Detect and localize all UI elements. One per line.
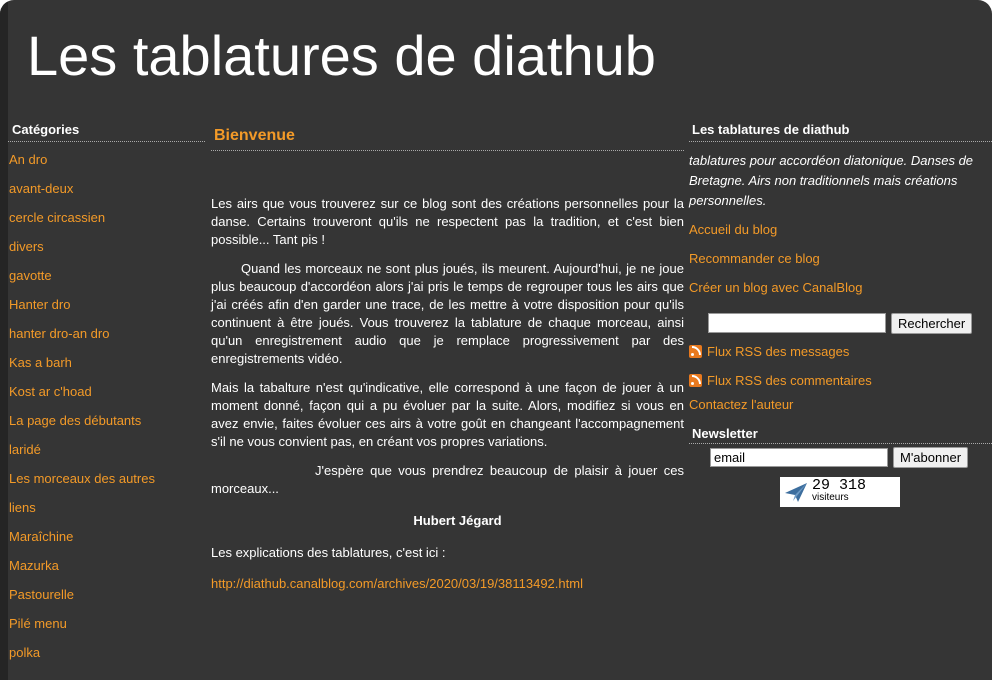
category-item bbox=[8, 469, 205, 498]
contact-author-link[interactable]: Contactez l'auteur bbox=[689, 397, 794, 412]
post-explain-text: Les explications des tablatures, c'est ici : bbox=[211, 545, 446, 560]
counter-text bbox=[812, 477, 867, 504]
category-item bbox=[8, 179, 205, 208]
create-blog-link[interactable]: Créer un blog avec CanalBlog bbox=[689, 280, 863, 295]
category-item bbox=[8, 208, 205, 237]
category-link[interactable]: Kas a barh bbox=[9, 355, 72, 370]
category-item bbox=[8, 266, 205, 295]
categories-sidebar bbox=[8, 122, 205, 672]
left-border-strip bbox=[0, 0, 8, 680]
tablature-explanation-link[interactable]: http://diathub.canalblog.com/archives/2020/03/19/38113492.html bbox=[211, 576, 583, 591]
subscribe-button[interactable]: M'abonner bbox=[893, 447, 968, 468]
search-form bbox=[708, 309, 992, 337]
category-link[interactable]: polka bbox=[9, 645, 41, 660]
category-link[interactable]: cercle circassien bbox=[9, 210, 106, 225]
category-item bbox=[8, 353, 205, 382]
rss-messages-link[interactable]: Flux RSS des messages bbox=[707, 344, 850, 359]
category-item bbox=[8, 440, 205, 469]
category-link[interactable]: liens bbox=[9, 500, 36, 515]
search-input[interactable] bbox=[708, 313, 886, 333]
post-body bbox=[211, 195, 684, 593]
visitor-label: visiteurs bbox=[812, 492, 849, 503]
category-link[interactable]: Maraîchine bbox=[9, 529, 74, 544]
rss-messages-row bbox=[689, 337, 992, 366]
site-title[interactable]: Les tablatures de diathub bbox=[27, 24, 656, 87]
blog-links bbox=[689, 220, 992, 307]
category-link[interactable]: An dro bbox=[9, 152, 48, 167]
post-paragraph: Les airs que vous trouverez sur ce blog sont des créations personnelles pour la danse. Certains trouveront qu'ils ne respectent pas la tradition, et c'est bien possible... Tant pis ! bbox=[211, 196, 684, 247]
category-link[interactable]: Pilé menu bbox=[9, 616, 67, 631]
category-link[interactable]: avant-deux bbox=[9, 181, 74, 196]
post-paragraph: J'espère que vous prendrez beaucoup de plaisir à jouer ces morceaux... bbox=[211, 463, 684, 496]
post-title[interactable]: Bienvenue bbox=[211, 126, 684, 151]
newsletter-form bbox=[710, 447, 992, 468]
search-button[interactable]: Rechercher bbox=[891, 313, 972, 334]
category-list bbox=[8, 150, 205, 672]
category-item bbox=[8, 150, 205, 179]
rss-icon bbox=[689, 374, 702, 387]
category-link[interactable]: gavotte bbox=[9, 268, 52, 283]
visitor-count: 29 318 bbox=[812, 477, 867, 494]
category-item bbox=[8, 585, 205, 614]
recommend-link[interactable]: Recommander ce blog bbox=[689, 251, 820, 266]
category-item bbox=[8, 556, 205, 585]
rss-comments-link[interactable]: Flux RSS des commentaires bbox=[707, 373, 872, 388]
category-item bbox=[8, 324, 205, 353]
category-link[interactable]: Les morceaux des autres bbox=[9, 471, 155, 486]
category-item bbox=[8, 498, 205, 527]
category-item bbox=[8, 237, 205, 266]
category-item bbox=[8, 382, 205, 411]
visitor-counter[interactable] bbox=[780, 477, 900, 507]
home-link[interactable]: Accueil du blog bbox=[689, 222, 778, 237]
categories-heading: Catégories bbox=[8, 122, 205, 142]
blog-description: tablatures pour accordéon diatonique. Danses de Bretagne. Airs non traditionnels mais créations personnelles. bbox=[689, 153, 974, 208]
post-paragraph: Mais la tabalture n'est qu'indicative, elle correspond à une façon de jouer à un moment donné, façon qui a pu évoluer par la suite. Alors, modifiez si vous en avez envie, faites évoluer ces airs à votre goût en changeant l'accompagnement s'il ne vous convient pas, en créant vos propres variations. bbox=[211, 380, 684, 449]
newsletter-email-input[interactable] bbox=[710, 448, 888, 467]
blog-heading: Les tablatures de diathub bbox=[689, 122, 992, 142]
post-paragraph: Quand les morceaux ne sont plus joués, ils meurent. Aujourd'hui, je ne joue plus beaucoup d'accordéon alors j'ai pris le temps de regrouper tous les airs que j'ai créés afin d'en garder une trace, de les mettre à votre disposition pour qu'ils continuent à être joués. Vous trouverez la tablature de chaque morceau, ainsi qu'un enregistrement audio que je remplace progressivement par des enregistrements vidéo. bbox=[211, 261, 684, 366]
category-link[interactable]: Kost ar c'hoad bbox=[9, 384, 92, 399]
rss-comments-row bbox=[689, 366, 992, 395]
rss-icon bbox=[689, 345, 702, 358]
category-item bbox=[8, 527, 205, 556]
right-sidebar bbox=[689, 122, 992, 507]
category-link[interactable]: La page des débutants bbox=[9, 413, 142, 428]
newsletter-heading: Newsletter bbox=[689, 426, 992, 444]
post-signature: Hubert Jégard bbox=[413, 513, 502, 528]
category-link[interactable]: hanter dro-an dro bbox=[9, 326, 110, 341]
category-item bbox=[8, 614, 205, 643]
category-link[interactable]: laridé bbox=[9, 442, 41, 457]
newsletter-section bbox=[689, 426, 992, 468]
category-item bbox=[8, 295, 205, 324]
category-link[interactable]: divers bbox=[9, 239, 44, 254]
category-link[interactable]: Pastourelle bbox=[9, 587, 75, 602]
category-link[interactable]: Mazurka bbox=[9, 558, 59, 573]
paper-plane-icon bbox=[780, 477, 812, 507]
category-link[interactable]: Hanter dro bbox=[9, 297, 71, 312]
category-item bbox=[8, 411, 205, 440]
main-content bbox=[211, 126, 684, 604]
